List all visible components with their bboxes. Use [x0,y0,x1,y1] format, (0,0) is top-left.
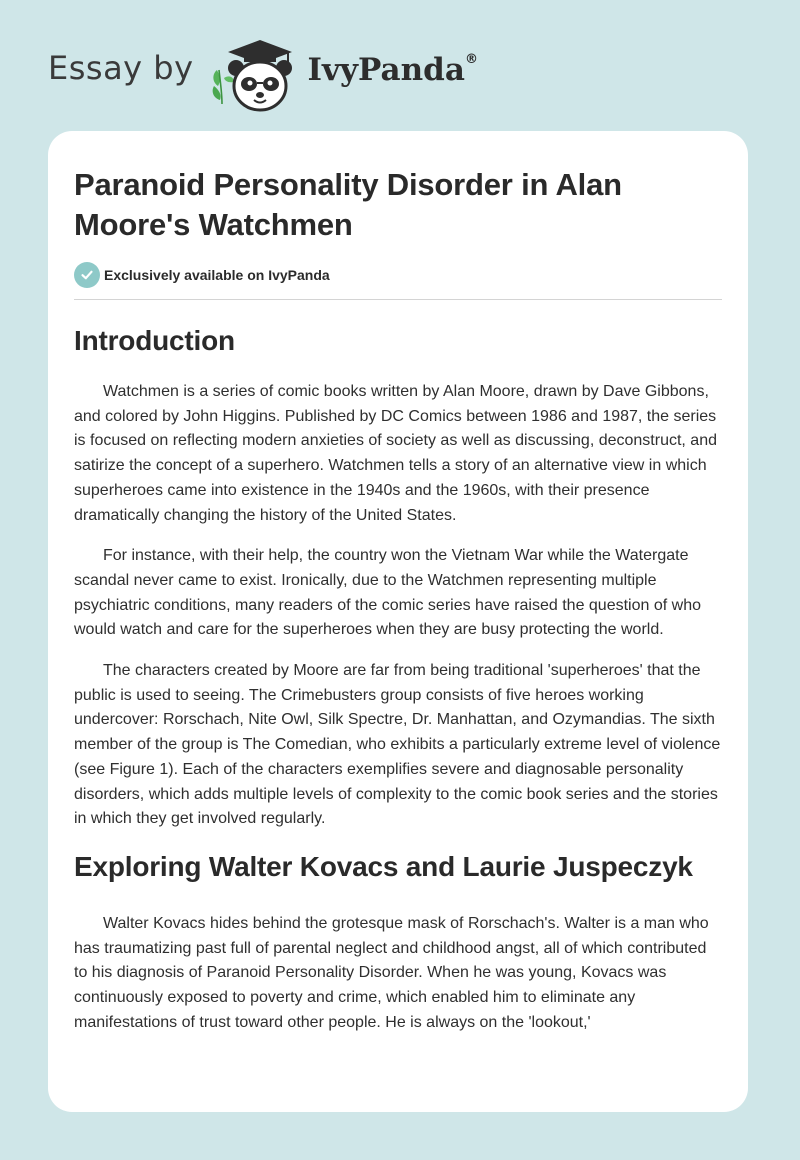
paragraph: Walter Kovacs hides behind the grotesque mask of Rorschach's. Walter is a man who has traumatizing past full of parental neglect and childhood angst, all of which contributed to his diagnosis of Paranoid Personality Disorder. When he was young, Kovacs was continuously exposed to poverty and crime, which enabled him to eliminate any manifestations of trust toward other people. He is always on the 'lookout,' [74,914,709,1031]
exclusive-badge [74,261,722,289]
check-icon [74,262,100,288]
brand-prefix: Essay by [48,49,194,87]
divider [74,299,722,300]
essay-card [48,131,748,1112]
essay-title: Paranoid Personality Disorder in Alan Moore's Watchmen [74,167,622,242]
panda-graduate-logo-icon [208,34,304,114]
section-heading: Introduction [74,325,235,356]
section-exploring-walter-kovacs [74,847,722,1036]
paragraph: The characters created by Moore are far from being traditional 'superheroes' that the public is used to seeing. The Crimebusters group consists of five heroes working undercover: Rorschach, Nite Owl, Silk Spectre, Dr. Manhattan, and Ozymandias. The sixth member of the group is The Comedian, who exhibits a particularly extreme level of violence (see Figure 1). Each of the characters exemplifies severe and diagnosable personality disorders, which adds multiple levels of complexity to the comic book series and the stories in which they get involved regularly. [74,662,721,828]
exclusive-badge-text: Exclusively available on IvyPanda [104,267,330,283]
paragraph: For instance, with their help, the country won the Vietnam War while the Watergate scandal never came to exist. Ironically, due to the Watchmen representing multiple psychiatric conditions, many readers of the comic series have raised the question of who would watch and care for the superheroes when they are busy protecting the world. [74,547,701,639]
section-heading: Exploring Walter Kovacs and Laurie Juspeczyk [74,850,693,882]
brand-name[interactable]: IvyPanda® [307,51,478,88]
registered-mark: ® [464,51,478,67]
section-introduction [74,321,722,832]
brand-header [48,34,478,114]
paragraph: Watchmen is a series of comic books written by Alan Moore, drawn by Dave Gibbons, and colored by John Higgins. Published by DC Comics between 1986 and 1987, the series is focused on reflecting modern anxieties of society as well as discussing, deconstruct, and satirize the concept of a superhero. Watchmen tells a story of an alternative view in which superheroes came into existence in the 1940s and the 1960s, with their presence dramatically changing the history of the United States. [74,383,717,524]
